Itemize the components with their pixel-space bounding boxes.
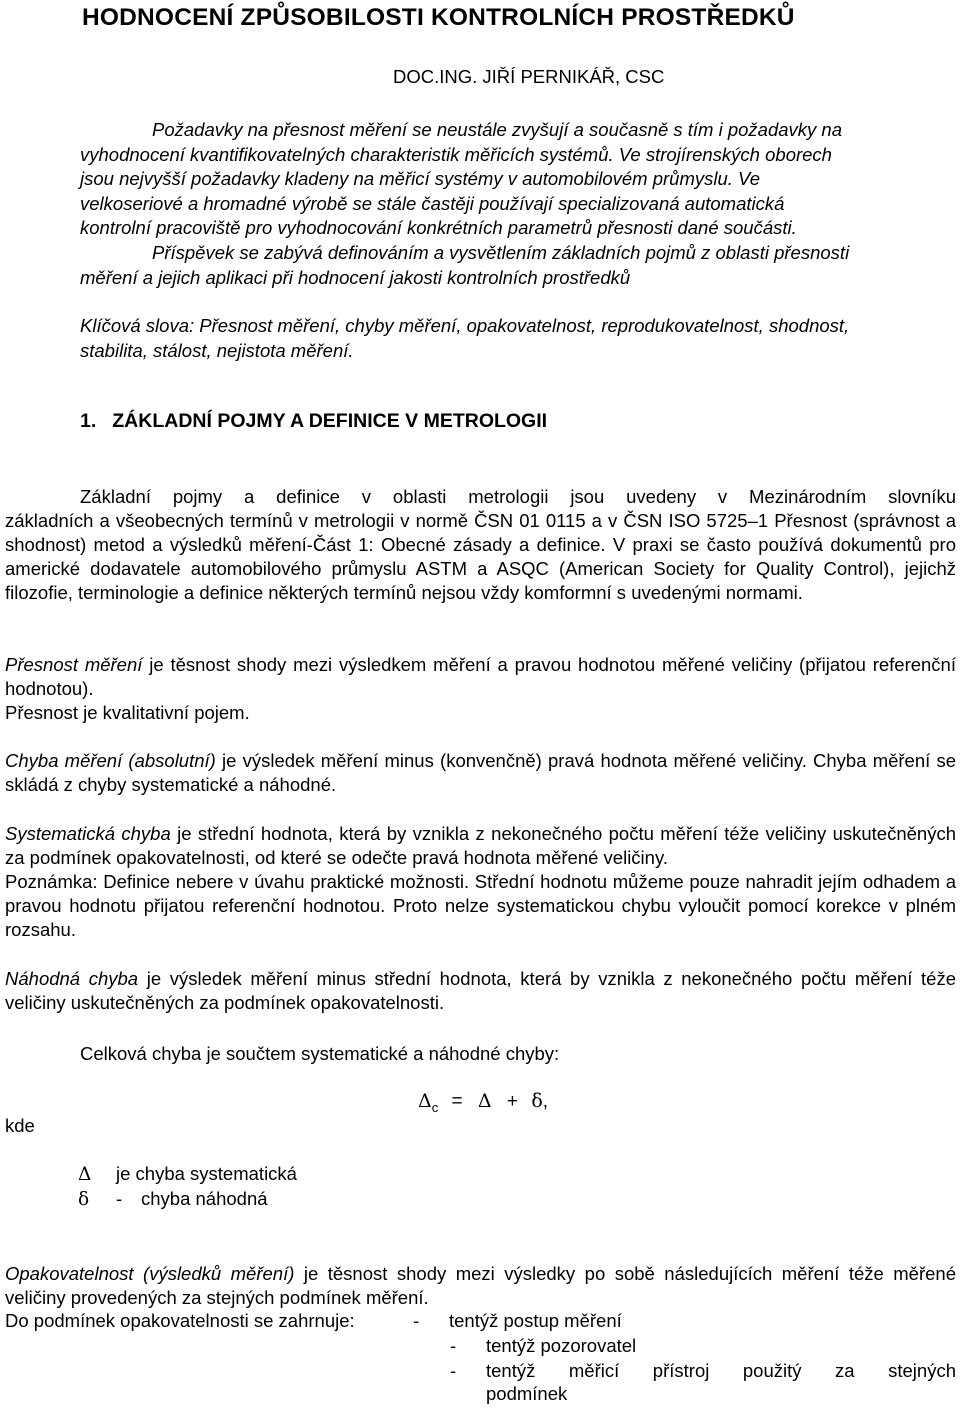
condition-dash: - bbox=[450, 1360, 457, 1381]
legend-text: chyba náhodná bbox=[141, 1188, 268, 1209]
condition-dash: - bbox=[413, 1310, 420, 1331]
conditions-intro: Do podmínek opakovatelnosti se zahrnuje: bbox=[5, 1310, 355, 1331]
abstract-line: kontrolní pracoviště pro vyhodnocování konkrétních parametrů přesnosti dané součásti. bbox=[80, 217, 797, 239]
legend-item bbox=[78, 1188, 268, 1210]
abstract-paragraph-1 bbox=[80, 118, 956, 241]
condition-text: tentýž pozorovatel bbox=[486, 1335, 637, 1356]
total-error-text: Celková chyba je součtem systematické a náhodné chyby: bbox=[80, 1043, 560, 1064]
random-error-text: je výsledek měření minus střední hodnota, která by vznikla z nekonečného počtu měření téže veličiny uskutečněných za podmínek opakovatelnosti. bbox=[5, 968, 956, 1013]
error-term: Chyba měření (absolutní) bbox=[5, 750, 216, 771]
intro-rest: základních a všeobecných termínů v metrologii v normě ČSN 01 0115 a v ČSN ISO 5725–1 Přesnost (správnost a shodnost) metod a výsledků měření-Část 1: Obecné zásady a definice. V praxi se často používá dokumentů pro americké dodavatele automobilového průmyslu ASTM a ASQC (American Society for Quality Control), jejichž filozofie, terminologie a definice některých termínů nejsou vždy komformní s uvedenými normami. bbox=[5, 510, 956, 603]
abstract-line: Příspěvek se zabývá definováním a vysvětlením základních pojmů z oblasti přesnosti bbox=[152, 241, 850, 263]
accuracy-text: je těsnost shody mezi výsledkem měření a pravou hodnotou měřené veličiny (přijatou referenční hodnotou). bbox=[5, 654, 956, 699]
legend-text: je chyba systematická bbox=[116, 1163, 297, 1184]
formula-subscript: c bbox=[431, 1099, 439, 1115]
condition-dash: - bbox=[450, 1335, 457, 1356]
accuracy-note: Přesnost je kvalitativní pojem. bbox=[5, 702, 250, 723]
section-heading bbox=[80, 410, 547, 433]
error-definition bbox=[5, 749, 956, 797]
systematic-error-text: je střední hodnota, která by vznikla z nekonečného počtu měření téže veličiny uskutečněných za podmínek opakovatelnosti, od které se odečte pravá hodnota měřené veličiny. bbox=[5, 823, 956, 868]
condition-text: tentýž postup měření bbox=[449, 1310, 622, 1331]
delta-symbol: Δ bbox=[477, 1090, 492, 1112]
systematic-error-term: Systematická chyba bbox=[5, 823, 171, 844]
small-delta-symbol: δ bbox=[78, 1189, 90, 1210]
formula-comma: , bbox=[542, 1091, 549, 1112]
keywords bbox=[80, 314, 956, 363]
abstract-line: Požadavky na přesnost měření se neustále zvyšují a současně s tím i požadavky na bbox=[152, 119, 843, 140]
random-error-term: Náhodná chyba bbox=[5, 968, 139, 989]
random-error-definition bbox=[5, 967, 956, 1015]
document-title: HODNOCENÍ ZPŮSOBILOSTI KONTROLNÍCH PROSTŘEDKŮ bbox=[82, 4, 795, 31]
systematic-error-note: Poznámka: Definice nebere v úvahu praktické možnosti. Střední hodnotu můžeme pouze nahradit jejím odhadem a pravou hodnotu přijatou referenční hodnotou. Proto nelze systematickou chybu vyloučit pomocí korekce v plném rozsahu. bbox=[5, 871, 956, 940]
kde-label: kde bbox=[5, 1115, 35, 1136]
abstract-line: vyhodnocení kvantifikovatelných charakteristik měřicích systémů. Ve strojírenských oborech bbox=[80, 143, 832, 165]
condition-item bbox=[450, 1360, 956, 1382]
legend-item bbox=[78, 1163, 297, 1185]
author-line: DOC.ING. JIŘÍ PERNIKÁŘ, CSC bbox=[393, 66, 665, 87]
intro-paragraph bbox=[5, 485, 956, 605]
systematic-error-definition bbox=[5, 822, 956, 942]
abstract-line: měření a jejich aplikaci při hodnocení jakosti kontrolních prostředků bbox=[80, 266, 631, 288]
condition-text: tentýž měřicí přístroj použitý za stejných bbox=[486, 1360, 956, 1381]
repeatability-text: je těsnost shody mezi výsledky po sobě následujících měření téže měřené veličiny provedených za stejných podmínek měření. bbox=[5, 1263, 956, 1308]
delta-symbol: Δ bbox=[78, 1164, 92, 1185]
condition-item bbox=[450, 1335, 636, 1357]
error-text: je výsledek měření minus (konvenčně) pravá hodnota měřené veličiny. Chyba měření se skládá z chyby systematické a náhodné. bbox=[5, 750, 956, 795]
abstract-line: velkoseriové a hromadné výrobě se stále častěji používají specializovaná automatická bbox=[80, 192, 785, 214]
condition-item-continuation: podmínek bbox=[486, 1383, 568, 1404]
delta-symbol: Δ bbox=[418, 1090, 432, 1112]
formula-equals: = bbox=[451, 1091, 463, 1112]
formula-plus: + bbox=[506, 1091, 519, 1112]
small-delta-symbol: δ bbox=[531, 1090, 543, 1112]
keywords-line: Klíčová slova: Přesnost měření, chyby měření, opakovatelnost, reprodukovatelnost, shodnost, bbox=[80, 315, 850, 337]
condition-item bbox=[413, 1310, 622, 1332]
section-title: ZÁKLADNÍ POJMY A DEFINICE V METROLOGII bbox=[112, 410, 548, 432]
legend-dash: - bbox=[116, 1188, 123, 1209]
repeatability-term: Opakovatelnost (výsledků měření) bbox=[5, 1263, 295, 1284]
formula bbox=[418, 1090, 548, 1115]
repeatability-definition bbox=[5, 1262, 956, 1310]
abstract-line: jsou nejvyšší požadavky kladeny na měřicí systémy v automobilovém průmyslu. Ve bbox=[80, 168, 760, 190]
section-number: 1. bbox=[80, 410, 97, 432]
accuracy-definition bbox=[5, 653, 956, 725]
abstract-paragraph-2 bbox=[80, 241, 956, 290]
intro-first-line: Základní pojmy a definice v oblasti metrologii jsou uvedeny v Mezinárodním slovníku bbox=[80, 486, 956, 507]
abstract bbox=[80, 118, 956, 363]
keywords-line: stabilita, stálost, nejistota měření. bbox=[80, 339, 354, 361]
accuracy-term: Přesnost měření bbox=[5, 654, 143, 675]
